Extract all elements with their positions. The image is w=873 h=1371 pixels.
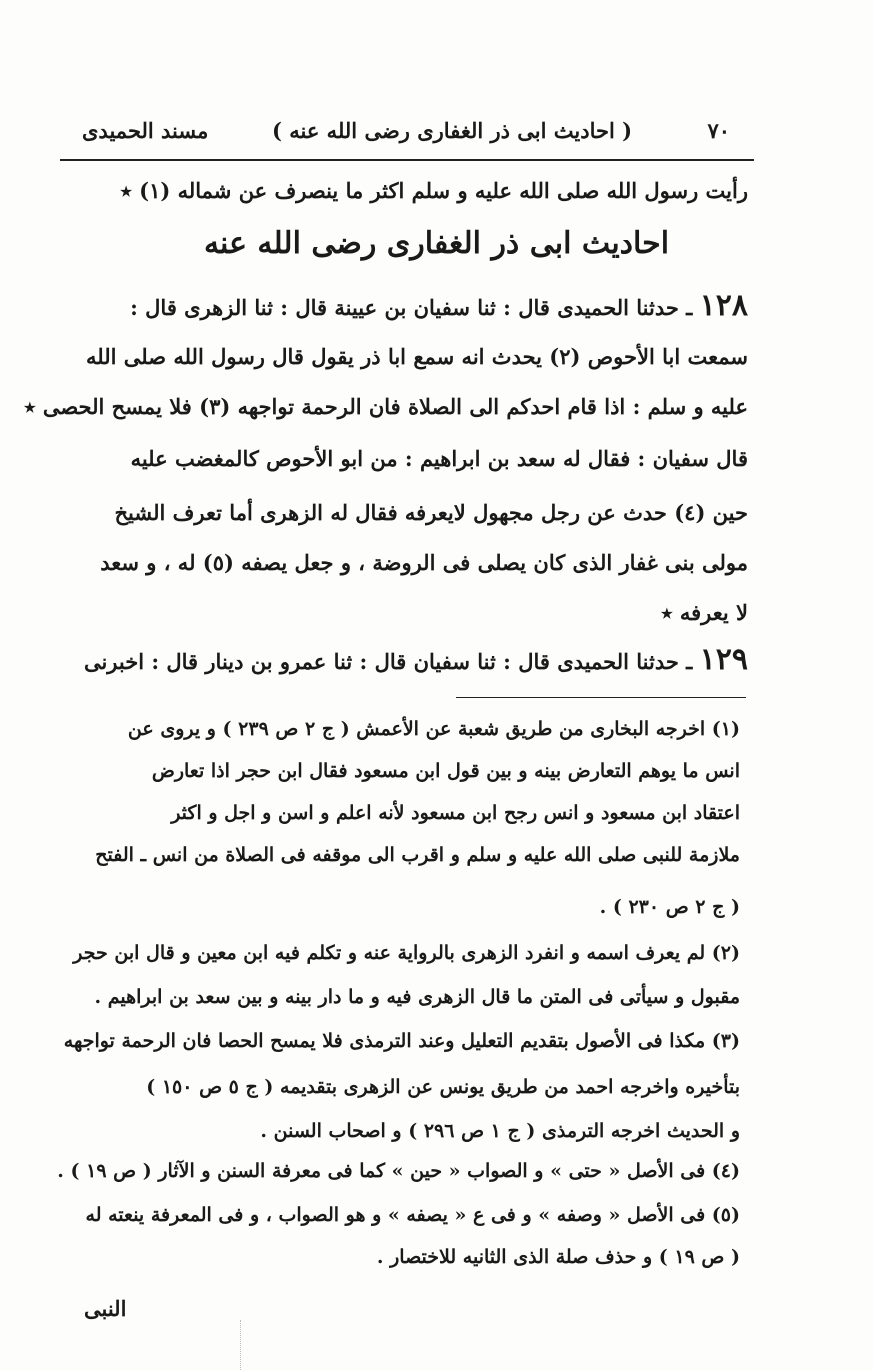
hadith-text: ـ حدثنا الحميدى قال : ثنا سفيان بن عيينة قال : ثنا الزهرى قال : <box>130 295 693 320</box>
body-line: رأيت رسول الله صلى الله عليه و سلم اكثر ما ينصرف عن شماله (١) ٭ <box>120 178 748 203</box>
hadith-text: ـ حدثنا الحميدى قال : ثنا سفيان قال : ثنا عمرو بن دينار قال : اخبرنى <box>83 649 693 674</box>
body-line: حين (٤) حدث عن رجل مجهول لايعرفه فقال له الزهرى أما تعرف الشيخ <box>114 500 748 525</box>
body-line: قال سفيان : فقال له سعد بن ابراهيم : من ابو الأحوص كالمغضب عليه <box>130 446 748 471</box>
footnote-line: (٢) لم يعرف اسمه و انفرد الزهرى بالرواية عنه و تكلم فيه ابن معين و قال ابن حجر <box>73 942 740 964</box>
footnote-line: (٥) فى الأصل « وصفه » و فى ع « يصفه » و هو الصواب ، و فى المعرفة ينعته له <box>85 1204 740 1226</box>
footnote-line: (٣) مكذا فى الأصول بتقديم التعليل وعند الترمذى فلا يمسح الحصا فان الرحمة تواجهه <box>63 1030 740 1052</box>
footnote-line: و الحديث اخرجه الترمذى ( ج ١ ص ٢٩٦ ) و اصحاب السنن . <box>260 1120 740 1142</box>
body-line: عليه و سلم : اذا قام احدكم الى الصلاة فان الرحمة تواجهه (٣) فلا يمسح الحصى ٭ <box>24 394 748 419</box>
header-rule <box>60 159 754 161</box>
hadith-128-line <box>68 288 748 323</box>
footnote-rule <box>456 697 746 698</box>
catchword: النبى <box>84 1296 127 1321</box>
section-title: احاديث ابى ذر الغفارى رضى الله عنه <box>203 226 670 261</box>
footnote-line: ( ج ٢ ص ٢٣٠ ) . <box>599 896 740 918</box>
body-line: مولى بنى غفار الذى كان يصلى فى الروضة ، و جعل يصفه (٥) له ، و سعد <box>100 550 748 575</box>
page-edge-mark <box>240 1320 242 1370</box>
book-title: مسند الحميدى <box>82 118 209 143</box>
footnote-line: ملازمة للنبى صلى الله عليه و سلم و اقرب الى موقفه فى الصلاة من انس ـ الفتح <box>95 844 740 866</box>
page-number: ٧٠ <box>707 118 730 143</box>
footnote-line: اعتقاد ابن مسعود و انس رجح ابن مسعود لأنه اعلم و اسن و اجل و اكثر <box>171 802 740 824</box>
hadith-129-line <box>68 642 748 677</box>
body-line: لا يعرفه ٭ <box>661 600 748 625</box>
footnote-line: مقبول و سيأتى فى المتن ما قال الزهرى فيه و ما دار بينه و بين سعد بن ابراهيم . <box>94 986 740 1008</box>
footnote-line: ( ص ١٩ ) و حذف صلة الذى الثانيه للاختصار . <box>376 1246 740 1268</box>
running-title: ( احاديث ابى ذر الغفارى رضى الله عنه ) <box>272 118 633 143</box>
footnote-line: (٤) فى الأصل « حتى » و الصواب « حين » كما فى معرفة السنن و الآثار ( ص ١٩ ) . <box>57 1160 740 1182</box>
footnote-line: (١) اخرجه البخارى من طريق شعبة عن الأعمش ( ج ٢ ص ٢٣٩ ) و يروى عن <box>127 718 740 740</box>
hadith-number: ١٢٩ <box>699 642 748 677</box>
hadith-number: ١٢٨ <box>699 288 748 323</box>
body-line: سمعت ابا الأحوص (٢) يحدث انه سمع ابا ذر يقول قال رسول الله صلى الله <box>85 344 748 369</box>
footnote-line: بتأخيره واخرجه احمد من طريق يونس عن الزهرى بتقديمه ( ج ٥ ص ١٥٠ ) <box>146 1076 740 1098</box>
footnote-line: انس ما يوهم التعارض بينه و بين قول ابن مسعود فقال ابن حجر اذا تعارض <box>151 760 740 782</box>
page-header <box>60 112 754 152</box>
